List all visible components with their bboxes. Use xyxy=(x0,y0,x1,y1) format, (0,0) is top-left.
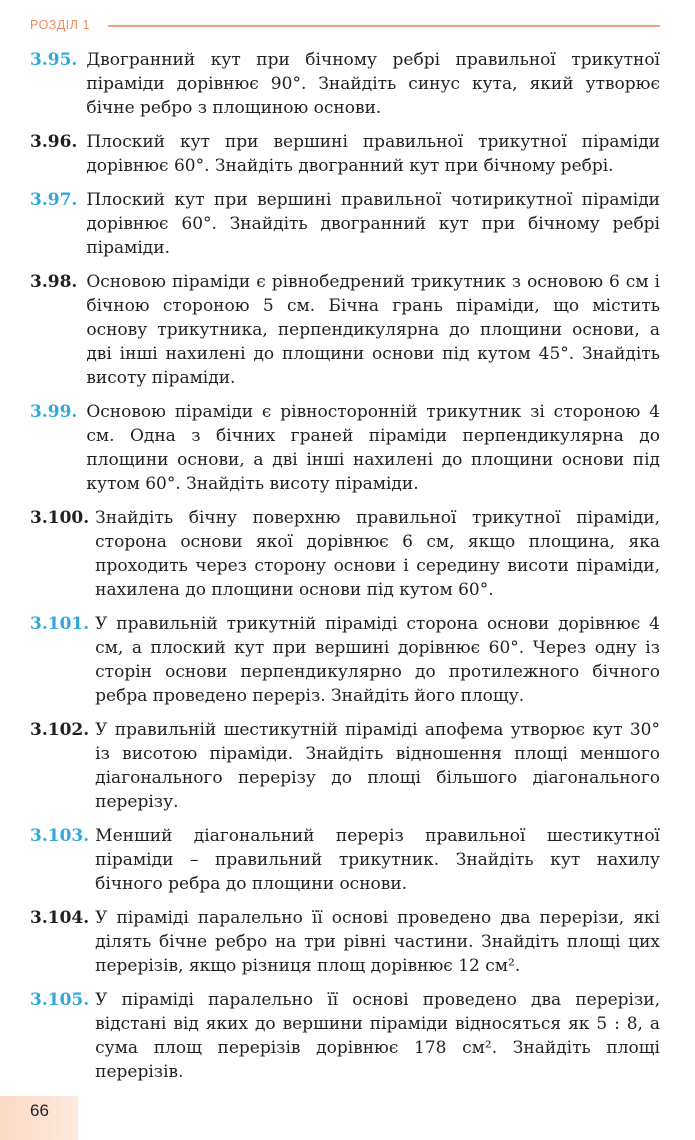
problem-list xyxy=(30,48,660,1094)
problem-text: Плоский кут при вершині правильної чотирикутної піраміди дорівнює 60°. Знайдіть двогранний кут при бічному ребрі піраміди. xyxy=(86,190,660,258)
problem-number: 3.101. xyxy=(30,614,90,634)
problem-text: Знайдіть бічну поверхню правильної трикутної піраміди, сторона основи якої дорівнює 6 см, якщо площина, яка проходить через сторону основи і середину висоти піраміди, нахилена до площини основи під кутом 60°. xyxy=(95,508,660,600)
problem-3-97 xyxy=(30,188,660,260)
problem-3-102 xyxy=(30,718,660,814)
problem-number: 3.104. xyxy=(30,908,90,928)
problem-3-101 xyxy=(30,612,660,708)
problem-text: Основою піраміди є рівносторонній трикутник зі стороною 4 см. Одна з бічних граней піраміди перпендикулярна до площини основи, а дві інші нахилені до площини основи під кутом 60°. Знайдіть висоту піраміди. xyxy=(86,402,660,494)
problem-3-98 xyxy=(30,270,660,390)
problem-number: 3.96. xyxy=(30,132,78,152)
problem-text: У піраміді паралельно її основі проведено два перерізи, відстані від яких до вершини піраміди відносяться як 5 : 8, а сума площ перерізів дорівнює 178 см². Знайдіть площі перерізів. xyxy=(95,990,660,1082)
problem-text: У правильній трикутній піраміді сторона основи дорівнює 4 см, а плоский кут при вершині дорівнює 60°. Через одну із сторін основи перпендикулярно до протилежного бічного ребра проведено переріз. Знайдіть його площу. xyxy=(95,614,660,706)
header-divider xyxy=(108,25,660,27)
problem-3-95 xyxy=(30,48,660,120)
problem-number: 3.105. xyxy=(30,990,90,1010)
problem-number: 3.100. xyxy=(30,508,90,528)
problem-number: 3.99. xyxy=(30,402,78,422)
problem-3-104 xyxy=(30,906,660,978)
problem-3-105 xyxy=(30,988,660,1084)
problem-3-100 xyxy=(30,506,660,602)
problem-number: 3.98. xyxy=(30,272,78,292)
section-label: РОЗДІЛ 1 xyxy=(30,18,90,32)
problem-3-103 xyxy=(30,824,660,896)
problem-text: У піраміді паралельно її основі проведено два перерізи, які ділять бічне ребро на три рівні частини. Знайдіть площі цих перерізів, якщо різниця площ дорівнює 12 см². xyxy=(95,908,660,976)
problem-text: Основою піраміди є рівнобедрений трикутник з основою 6 см і бічною стороною 5 см. Бічна грань піраміди, що містить основу трикутника, перпендикулярна до площини основи, а дві інші нахилені до площини основи під кутом 45°. Знайдіть висоту піраміди. xyxy=(86,272,660,388)
problem-number: 3.103. xyxy=(30,826,90,846)
problem-number: 3.97. xyxy=(30,190,78,210)
page-header xyxy=(30,14,660,34)
problem-text: У правильній шестикутній піраміді апофема утворює кут 30° із висотою піраміди. Знайдіть відношення площі меншого діагонального перерізу до площі більшого діагонального перерізу. xyxy=(95,720,660,812)
problem-number: 3.102. xyxy=(30,720,90,740)
problem-text: Менший діагональний переріз правильної шестикутної піраміди – правильний трикутник. Знайдіть кут нахилу бічного ребра до площини основи. xyxy=(95,826,660,894)
problem-3-99 xyxy=(30,400,660,496)
problem-text: Плоский кут при вершині правильної трикутної піраміди дорівнює 60°. Знайдіть двогранний кут при бічному ребрі. xyxy=(86,132,660,176)
problem-number: 3.95. xyxy=(30,50,78,70)
problem-text: Двогранний кут при бічному ребрі правильної трикутної піраміди дорівнює 90°. Знайдіть синус кута, який утворює бічне ребро з площиною основи. xyxy=(86,50,660,118)
problem-3-96 xyxy=(30,130,660,178)
page-number: 66 xyxy=(30,1101,49,1120)
